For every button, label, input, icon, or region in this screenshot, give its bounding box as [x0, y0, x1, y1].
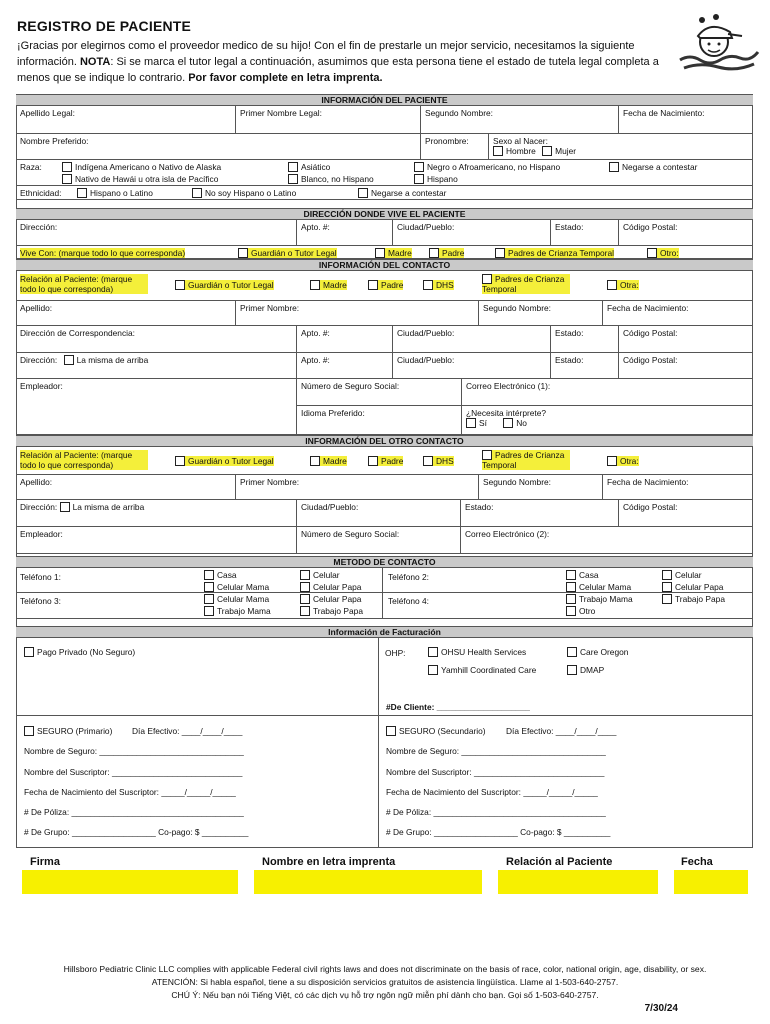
segundo-nombre-label: Segundo Nombre:	[425, 108, 493, 118]
contact-rel-otra[interactable]: Otra:	[607, 280, 639, 290]
estado-field[interactable]	[550, 220, 618, 245]
contact-empleador-label: Empleador:	[20, 381, 63, 391]
vive-opt-crianza[interactable]: Padres de Crianza Temporal	[495, 248, 614, 258]
ohp-yamhill-checkbox[interactable]: Yamhill Coordinated Care	[428, 665, 536, 675]
other-ciudad-field[interactable]	[296, 500, 460, 526]
raza-opt-5[interactable]: Hispano	[414, 174, 458, 184]
interprete-si-label: Sí	[479, 418, 487, 428]
other-fecha-field[interactable]	[602, 475, 753, 499]
other-fecha-label: Fecha de Nacimiento:	[607, 477, 689, 487]
cp-label: Código Postal:	[623, 222, 678, 232]
contact-misma-checkbox[interactable]	[64, 355, 74, 365]
interprete-no-checkbox[interactable]	[503, 418, 513, 428]
contact-apellido-field[interactable]	[16, 301, 235, 325]
pronombre-field[interactable]	[420, 134, 488, 159]
ohp-dmap-checkbox[interactable]: DMAP	[567, 665, 604, 675]
contact-mail-row	[16, 326, 753, 353]
contact-cp-field[interactable]	[618, 326, 753, 352]
fecha-nacimiento-field[interactable]	[618, 106, 753, 133]
sexo-field	[488, 134, 753, 159]
contact-segundo-field[interactable]	[478, 301, 602, 325]
other-cp-label: Código Postal:	[623, 502, 678, 512]
dia-efectivo-2-field[interactable]: Día Efectivo: ____/____/____	[506, 726, 617, 736]
tel2-cel-papa-checkbox[interactable]: Celular Papa	[662, 582, 723, 592]
other-rel-guardian[interactable]: Guardián o Tutor Legal	[175, 456, 274, 466]
contact-cp2-field[interactable]	[618, 353, 753, 378]
nombre-suscriptor-1-field[interactable]: Nombre del Suscriptor: ____________________________	[24, 767, 243, 777]
other-ciudad-label: Ciudad/Pueblo:	[301, 502, 359, 512]
contact-header: INFORMACIÓN DEL CONTACTO	[16, 259, 753, 271]
contact-ssn-field[interactable]	[297, 379, 461, 405]
contact-rel-dhs[interactable]: DHS	[423, 280, 454, 290]
other-address-row	[16, 500, 753, 527]
apto-field[interactable]	[296, 220, 392, 245]
contact-ciudad-label: Ciudad/Pueblo:	[397, 328, 455, 338]
raza-opt-4[interactable]: Negro o Afroamericano, no Hispano	[414, 162, 560, 172]
contact-direccion-field[interactable]	[16, 353, 296, 378]
contact-primer-field[interactable]	[235, 301, 478, 325]
contact-estado2-field[interactable]	[550, 353, 618, 378]
tel1-casa-checkbox[interactable]: Casa	[204, 570, 237, 580]
contact-dir-corr-label: Dirección de Correspondencia:	[20, 328, 135, 338]
ciudad-label: Ciudad/Pueblo:	[397, 222, 455, 232]
contact-apto2-label: Apto. #:	[301, 355, 330, 365]
ciudad-field[interactable]	[392, 220, 550, 245]
contact-name-row	[16, 301, 753, 326]
contact-relacion-label: Relación al Paciente: (marque todo lo que corresponda)	[20, 274, 148, 294]
contact-empleador-field[interactable]	[16, 379, 296, 434]
dia-efectivo-1-field[interactable]: Día Efectivo: ____/____/____	[132, 726, 243, 736]
preferred-name-row	[16, 134, 753, 160]
contact-segundo-label: Segundo Nombre:	[483, 303, 551, 313]
contact-apto-label: Apto. #:	[301, 328, 330, 338]
contact-direccion-label: Dirección:	[20, 355, 58, 365]
other-estado-label: Estado:	[465, 502, 494, 512]
address-header: DIRECCIÓN DONDE VIVE EL PACIENTE	[16, 208, 753, 220]
nombre-imprenta-label: Nombre en letra imprenta	[262, 856, 396, 868]
poliza-2-field[interactable]: # De Póliza: _____________________________________	[386, 807, 606, 817]
raza-opt-1[interactable]: Nativo de Hawái u otra isla de Pacífico	[62, 174, 218, 184]
contact-method-divider	[382, 568, 383, 618]
mujer-label: Mujer	[555, 146, 577, 156]
contact-rel-madre[interactable]: Madre	[310, 280, 347, 290]
pago-privado-checkbox[interactable]: Pago Privado (No Seguro)	[24, 647, 135, 657]
contact-apto2-field[interactable]	[296, 353, 392, 378]
direccion-label: Dirección:	[20, 222, 58, 232]
fecha-suscriptor-1-field[interactable]: Fecha de Nacimiento del Suscriptor: _____/_____/_____	[24, 787, 236, 797]
contact-method-header: METODO DE CONTACTO	[16, 556, 753, 568]
primer-nombre-label: Primer Nombre Legal:	[240, 108, 322, 118]
tel4-label: Teléfono 4:	[388, 596, 429, 606]
etnicidad-label: Ethnicidad:	[20, 188, 62, 198]
cliente-field[interactable]: #De Cliente: ____________________	[386, 702, 530, 712]
fecha-suscriptor-2-field[interactable]: Fecha de Nacimiento del Suscriptor: _____/_____/_____	[386, 787, 598, 797]
grupo-2-field[interactable]: # De Grupo: __________________ Co-pago: $ __________	[386, 827, 611, 837]
estado-label: Estado:	[555, 222, 584, 232]
fecha-nacimiento-label: Fecha de Nacimiento:	[623, 108, 705, 118]
ethnicity-row	[16, 186, 753, 200]
contact-rel-guardian[interactable]: Guardián o Tutor Legal	[175, 280, 274, 290]
contact-ciudad-field[interactable]	[392, 326, 550, 352]
vive-opt-otro[interactable]: Otro:	[647, 248, 679, 258]
contact-relation-row	[16, 271, 753, 301]
tel4-trabajo-mama-checkbox[interactable]: Trabajo Mama	[566, 594, 633, 604]
patient-info-header: INFORMACIÓN DEL PACIENTE	[16, 94, 753, 106]
contact-method-section	[16, 568, 753, 625]
relacion-paciente-label: Relación al Paciente	[506, 856, 613, 868]
contact-ciudad2-label: Ciudad/Pueblo:	[397, 355, 455, 365]
intro-text	[17, 38, 667, 86]
tel2-celular-checkbox[interactable]: Celular	[662, 570, 702, 580]
nombre-suscriptor-2-field[interactable]: Nombre del Suscriptor: ____________________________	[386, 767, 605, 777]
contact-interprete-label: ¿Necesita intérprete?	[466, 408, 547, 418]
vive-opt-guardian[interactable]: Guardián o Tutor Legal	[238, 248, 337, 258]
other-primer-field[interactable]	[235, 475, 478, 499]
contact-rel-padre[interactable]: Padre	[368, 280, 403, 290]
relacion-paciente-field[interactable]	[498, 870, 658, 894]
nombre-imprenta-field[interactable]	[254, 870, 482, 894]
tel3-cel-mama-checkbox[interactable]: Celular Mama	[204, 594, 269, 604]
other-ssn-label: Número de Seguro Social:	[301, 529, 400, 539]
intro-part2: : Si se marca el tutor legal a continuación, asumimos que esta persona tiene el estado de tutela legal completa a menos que se indique lo contrario.	[17, 56, 659, 84]
other-misma-label: La misma de arriba	[72, 502, 145, 512]
other-ssn-field[interactable]	[296, 527, 460, 553]
contact-employer-row	[16, 379, 753, 435]
other-relation-row	[16, 447, 753, 475]
raza-opt-2[interactable]: Asiático	[288, 162, 330, 172]
other-relacion-label: Relación al Paciente: (marque todo lo que corresponda)	[20, 450, 148, 470]
direccion-field[interactable]	[16, 220, 296, 245]
contact-estado-label: Estado:	[555, 328, 584, 338]
contact-ssn-label: Número de Seguro Social:	[301, 381, 400, 391]
footer-spanish: ATENCIÓN: Si habla español, tiene a su disposición servicios gratuitos de asistencia lingüística. Llame al 1-503-640-2757.	[151, 977, 619, 987]
insurance-divider	[378, 716, 379, 847]
raza-label: Raza:	[20, 162, 42, 172]
tel1-cel-mama-checkbox[interactable]: Celular Mama	[204, 582, 269, 592]
contact-dir-corr-field[interactable]	[16, 326, 296, 352]
contact-estado-field[interactable]	[550, 326, 618, 352]
other-rel-otra[interactable]: Otra:	[607, 456, 639, 466]
contact-language-row	[296, 406, 753, 435]
contact-method-midline	[16, 592, 753, 593]
tel4-otro-checkbox[interactable]: Otro	[566, 606, 595, 616]
contact-email1-label: Correo Electrónico (1):	[466, 381, 551, 391]
seguro-secundario-checkbox[interactable]: SEGURO (Secundario)	[386, 726, 486, 736]
other-rel-padre[interactable]: Padre	[368, 456, 403, 466]
billing-header: Información de Facturación	[16, 626, 753, 638]
nombre-seguro-2-field[interactable]: Nombre de Seguro: _______________________________	[386, 746, 606, 756]
contact-fecha-label: Fecha de Nacimiento:	[607, 303, 689, 313]
firma-field[interactable]	[22, 870, 238, 894]
nombre-preferido-field[interactable]	[16, 134, 420, 159]
contact-cp-label: Código Postal:	[623, 328, 678, 338]
primer-nombre-field[interactable]	[235, 106, 420, 133]
mujer-checkbox[interactable]	[542, 146, 552, 156]
hombre-checkbox[interactable]	[493, 146, 503, 156]
apto-label: Apto. #:	[301, 222, 330, 232]
patient-name-row	[16, 106, 753, 134]
insurance-section	[16, 716, 753, 847]
other-email2-label: Correo Electrónico (2):	[465, 529, 550, 539]
other-employer-row	[16, 527, 753, 554]
fecha-label: Fecha	[681, 856, 713, 868]
contact-email1-field[interactable]	[461, 379, 754, 405]
other-rel-madre[interactable]: Madre	[310, 456, 347, 466]
apellido-legal-field[interactable]	[16, 106, 235, 133]
contact-apellido-label: Apellido:	[20, 303, 53, 313]
contact-ciudad2-field[interactable]	[392, 353, 550, 378]
contact-primer-label: Primer Nombre:	[240, 303, 300, 313]
raza-opt-0[interactable]: Indígena Americano o Nativo de Alaska	[62, 162, 221, 172]
contact-fecha-field[interactable]	[602, 301, 753, 325]
tel1-label: Teléfono 1:	[20, 572, 61, 582]
cp-field[interactable]	[618, 220, 753, 245]
other-apellido-label: Apellido:	[20, 477, 53, 487]
other-primer-label: Primer Nombre:	[240, 477, 300, 487]
tel3-trabajo-mama-checkbox[interactable]: Trabajo Mama	[204, 606, 271, 616]
other-direccion-field[interactable]	[16, 500, 296, 526]
other-estado-field[interactable]	[460, 500, 618, 526]
interprete-si-checkbox[interactable]	[466, 418, 476, 428]
contact-address-row	[16, 353, 753, 379]
other-rel-dhs[interactable]: DHS	[423, 456, 454, 466]
firma-label: Firma	[30, 856, 60, 868]
contact-apto-field[interactable]	[296, 326, 392, 352]
tel1-celular-checkbox[interactable]: Celular	[300, 570, 340, 580]
footer-vietnamese: CHÚ Ý: Nếu bạn nói Tiếng Việt, có các dịch vụ hỗ trợ ngôn ngữ miễn phí dành cho bạn. Gọi số 1-503-640-2757.	[171, 990, 599, 1000]
tel1-cel-papa-checkbox[interactable]: Celular Papa	[300, 582, 361, 592]
contact-ssn-email-row	[296, 379, 753, 406]
page-title: REGISTRO DE PACIENTE	[17, 18, 192, 34]
other-empleador-field[interactable]	[16, 527, 296, 553]
race-row	[16, 160, 753, 186]
ohp-care-oregon-checkbox[interactable]: Care Oregon	[567, 647, 628, 657]
tel2-cel-mama-checkbox[interactable]: Celular Mama	[566, 582, 631, 592]
etnicidad-opt-2[interactable]: Negarse a contestar	[358, 188, 446, 198]
tel4-trabajo-papa-checkbox[interactable]: Trabajo Papa	[662, 594, 725, 604]
footer-civil-rights: Hillsboro Pediatric Clinic LLC complies with applicable Federal civil rights laws and does not discriminate on the basis of race, color, national origin, age, disability, or sex.	[63, 964, 707, 974]
contact-interprete-field	[461, 406, 754, 435]
other-empleador-label: Empleador:	[20, 529, 63, 539]
ohp-ohsu-checkbox[interactable]: OHSU Health Services	[428, 647, 526, 657]
contact-idioma-field[interactable]	[297, 406, 461, 435]
etnicidad-opt-0[interactable]: Hispano o Latino	[77, 188, 153, 198]
tel3-label: Teléfono 3:	[20, 596, 61, 606]
raza-opt-3[interactable]: Blanco, no Hispano	[288, 174, 374, 184]
billing-divider	[378, 638, 379, 715]
vive-opt-padre[interactable]: Padre	[429, 248, 464, 258]
other-segundo-label: Segundo Nombre:	[483, 477, 551, 487]
other-name-row	[16, 475, 753, 500]
intro-bold: Por favor complete en letra imprenta.	[188, 72, 383, 84]
tel2-casa-checkbox[interactable]: Casa	[566, 570, 599, 580]
other-rel-crianza[interactable]: Padres de Crianza Temporal	[482, 450, 570, 470]
other-segundo-field[interactable]	[478, 475, 602, 499]
child-logo-icon	[670, 14, 760, 74]
tel2-label: Teléfono 2:	[388, 572, 429, 582]
contact-cp2-label: Código Postal:	[623, 355, 678, 365]
apellido-legal-label: Apellido Legal:	[20, 108, 75, 118]
other-apellido-field[interactable]	[16, 475, 235, 499]
intro-nota: NOTA	[79, 56, 111, 68]
seguro-primario-checkbox[interactable]: SEGURO (Primario)	[24, 726, 112, 736]
tel3-cel-papa-checkbox[interactable]: Celular Papa	[300, 594, 361, 604]
registration-form	[16, 94, 753, 848]
intro-part1: ¡Gracias por elegirnos como el proveedor medico de su hijo! Con el fin de prestarle un mejor servicio, necesitamos la siguiente información.	[17, 40, 635, 68]
grupo-1-field[interactable]: # De Grupo: __________________ Co-pago: $ __________	[24, 827, 249, 837]
ohp-label: OHP:	[385, 648, 406, 658]
fecha-field[interactable]	[674, 870, 748, 894]
contact-idioma-label: Idioma Preferido:	[301, 408, 365, 418]
poliza-1-field[interactable]: # De Póliza: _____________________________________	[24, 807, 244, 817]
pronombre-label: Pronombre:	[425, 136, 469, 146]
segundo-nombre-field[interactable]	[420, 106, 618, 133]
interprete-no-label: No	[516, 418, 527, 428]
billing-top-section	[16, 638, 753, 716]
other-misma-checkbox[interactable]	[60, 502, 70, 512]
nombre-seguro-1-field[interactable]: Nombre de Seguro: _______________________________	[24, 746, 244, 756]
vive-opt-madre[interactable]: Madre	[375, 248, 412, 258]
form-date: 7/30/24	[644, 1003, 678, 1014]
other-cp-field[interactable]	[618, 500, 753, 526]
nombre-preferido-label: Nombre Preferido:	[20, 136, 89, 146]
contact-method-bottom	[16, 618, 753, 619]
sexo-label: Sexo al Nacer:	[493, 136, 548, 146]
other-direccion-label: Dirección:	[20, 502, 58, 512]
other-contact-header: INFORMACIÓN DEL OTRO CONTACTO	[16, 435, 753, 447]
contact-rel-crianza[interactable]: Padres de Crianza Temporal	[482, 274, 570, 294]
vive-con-row	[16, 246, 753, 259]
contact-misma-label: La misma de arriba	[76, 355, 149, 365]
other-email2-field[interactable]	[460, 527, 753, 553]
vive-con-label: Vive Con: (marque todo lo que corresponda)	[20, 248, 186, 258]
contact-estado2-label: Estado:	[555, 355, 584, 365]
raza-opt-6[interactable]: Negarse a contestar	[609, 162, 697, 172]
address-row	[16, 220, 753, 246]
etnicidad-opt-1[interactable]: No soy Hispano o Latino	[192, 188, 296, 198]
tel3-trabajo-papa-checkbox[interactable]: Trabajo Papa	[300, 606, 363, 616]
hombre-label: Hombre	[506, 146, 536, 156]
